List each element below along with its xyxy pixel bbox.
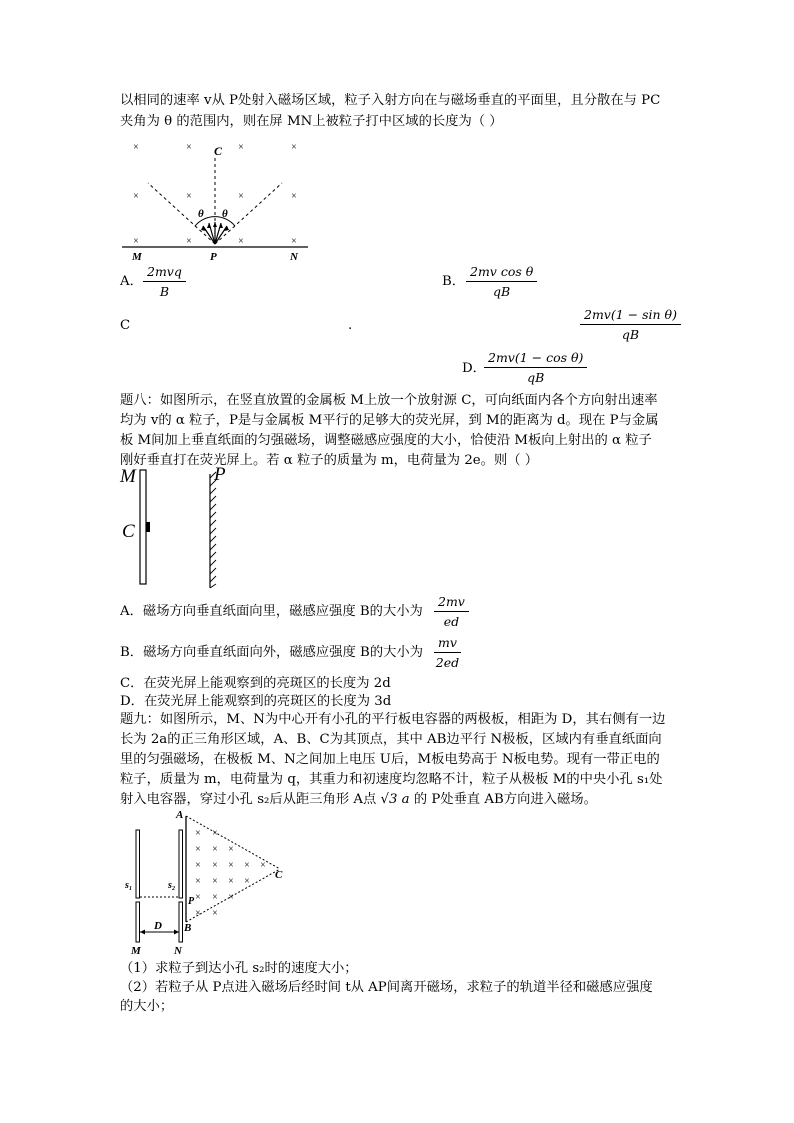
label-s1: s₁ [125,880,133,891]
cross-mark: × [291,191,297,202]
q8-option-A-text: A．磁场方向垂直纸面向里，磁感应强度 B的大小为 [120,604,423,619]
plate-N-upper [179,830,183,898]
svg-text:×: × [195,844,201,855]
q8-option-A-fraction: $\frac{2mv}{ed}$ [434,594,469,629]
cross-mark: × [133,142,139,153]
q9-text-line4: 粒子，质量为 m，电荷量为 q，其重力和初速度均忽略不计，粒子从极板 M的中央小孔 s₁处 [120,772,663,787]
q8-option-B-text: B．磁场方向垂直纸面向外，磁感应强度 B的大小为 [120,645,424,660]
cross-mark: × [186,236,192,247]
q7-text-line2: 夹角为 θ 的范围内，则在屏 MN上被粒子打中区域的长度为（ ） [120,114,503,129]
svg-text:×: × [212,844,218,855]
q8-text-line2: 均为 v的 α 粒子，P是与金属板 M平行的足够大的荧光屏，到 M的距离为 d。现在 P与金属 [120,413,659,428]
left-boundary-line [148,183,215,244]
svg-text:×: × [212,908,218,919]
q7-figure-magnetic-field [118,138,318,262]
label-P: P [214,464,226,485]
q8-text-line3: 板 M间加上垂直纸面的匀强磁场，调整磁感应强度的大小，恰使沿 M板向上射出的 α 粒子 [120,433,652,448]
q7-option-A-fraction: 2mvq B [143,264,186,299]
cross-mark: × [186,142,192,153]
q7-option-A-label: A． [120,274,143,289]
q9-figure-capacitor-and-triangle [118,808,298,958]
q8-text-line4: 刚好垂直打在荧光屏上。若 α 粒子的质量为 m，电荷量为 2e。则（ ） [120,453,539,468]
svg-text:×: × [244,860,250,871]
label-C: C [275,869,283,881]
svg-text:×: × [228,844,234,855]
q9-sub2-line1: （2）若粒子从 P点进入磁场后经时间 t从 AP间离开磁场，求粒子的轨道半径和磁感应强度 [120,980,653,995]
label-D: D [154,920,162,932]
q7-option-C-label: C [120,318,131,333]
theta-right: θ [222,208,228,220]
metal-plate-M [140,470,146,584]
svg-text:×: × [195,828,201,839]
cross-mark: × [133,191,139,202]
q7-option-C-fraction: $\frac{\text{2mv(1 − sin θ)}}{qB}$ [580,307,681,342]
cross-mark: × [238,191,244,202]
q9-text-line3: 里的匀强磁场，在极板 M、N之间加上电压 U后，M板电势高于 N板电势。现有一带正电的 [120,752,660,767]
cross-mark: × [238,236,244,247]
svg-text:×: × [212,860,218,871]
svg-text:×: × [228,876,234,887]
label-B: B [184,922,192,934]
label-M: M [131,945,141,957]
q7-option-C-dot: . [348,318,353,333]
q8-figure-plate-and-screen [118,462,238,592]
svg-text:×: × [244,876,250,887]
q9-line5-sqrt3a: √3 a [380,792,410,807]
svg-text:×: × [228,892,234,903]
cross-mark: × [238,142,244,153]
svg-text:×: × [212,892,218,903]
label-C: C [214,144,223,158]
cross-mark: × [291,236,297,247]
plate-M-lower [136,902,140,942]
q8-option-B-fraction: $\frac{mv}{2ed}$ [435,635,460,670]
q7-option-B-label: B． [442,274,466,289]
svg-text:×: × [212,828,218,839]
label-N: N [290,251,298,262]
q9-text-line2: 长为 2a的正三角形区域，A、B、C为其顶点，其中 AB边平行 N极板，区域内有垂直纸面向 [120,732,662,747]
cross-mark: × [186,191,192,202]
svg-text:×: × [212,876,218,887]
q9-line5-part-c: 的 P处垂直 AB方向进入磁场。 [413,792,597,807]
q7-option-D-fraction: $\frac{\text{2mv(1 − cos θ)}}{qB}$ [484,350,587,385]
cross-mark: × [133,236,139,247]
screen-hatching [210,472,216,588]
field-crosses [195,828,266,919]
radiation-source [146,522,150,532]
plate-M-upper [136,830,140,898]
q9-line5-part-a: 射入电容器，穿过小孔 s₂后从距三角形 A点 [120,792,377,807]
svg-text:×: × [195,876,201,887]
svg-text:×: × [260,860,266,871]
q9-text-line5 [120,791,597,809]
q7-text-line1: 以相同的速率 v从 P处射入磁场区域，粒子入射方向在与磁场垂直的平面里，且分散在与 PC [120,93,661,108]
label-P: P [210,251,217,262]
svg-text:×: × [195,860,201,871]
q9-sub1: （1）求粒子到达小孔 s₂时的速度大小； [120,961,358,976]
q9-text-line1: 题九：如图所示，M、N为中心开有小孔的平行板电容器的两极板，相距为 D，其右侧有一边 [120,712,666,727]
plate-N-lower [179,902,183,942]
q8-option-D-text: D．在荧光屏上能观察到的亮斑区的长度为 3d [120,694,392,709]
label-M: M [120,466,136,487]
svg-text:×: × [228,860,234,871]
label-N: N [174,945,182,957]
q7-option-B-fraction: $\frac{\text{2mv cos θ}}{qB}$ [466,264,537,299]
q8-text-line1: 题八：如图所示，在竖直放置的金属板 M上放一个放射源 C，可向纸面内各个方向射出速率 [120,393,658,408]
label-A: A [176,809,184,821]
q9-sub2-line2: 的大小； [120,999,174,1014]
svg-text:×: × [195,908,201,919]
theta-left: θ [198,208,204,220]
label-C: C [122,521,135,542]
cross-mark: × [291,142,297,153]
label-M: M [132,251,142,262]
q7-option-D-label: D． [462,361,486,376]
label-s2: s₂ [168,880,176,891]
svg-text:×: × [195,892,201,903]
label-P: P [188,896,195,907]
q8-option-C-text: C．在荧光屏上能观察到的亮斑区的长度为 2d [120,676,391,691]
